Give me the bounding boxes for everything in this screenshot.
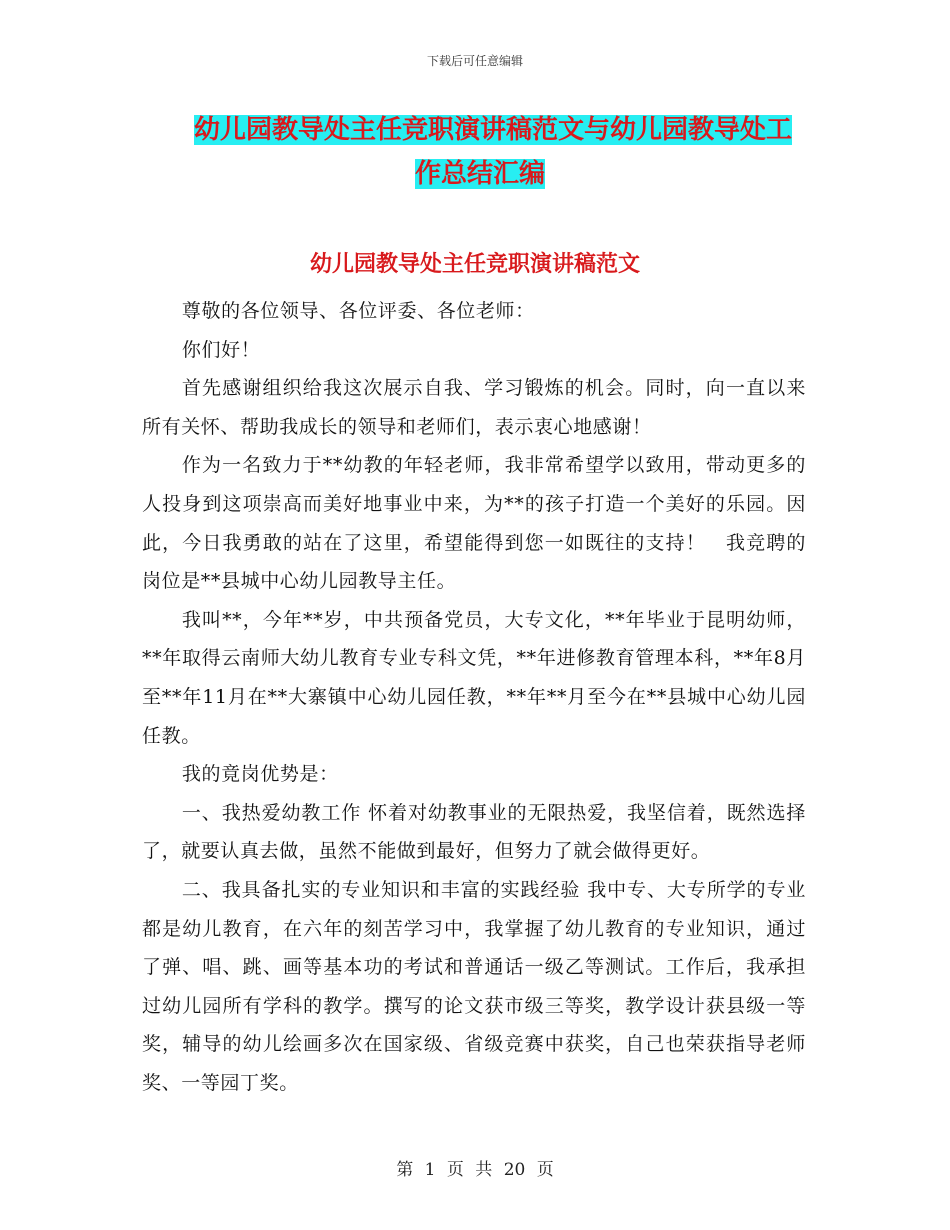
- document-title: [140, 108, 810, 196]
- paragraph: 首先感谢组织给我这次展示自我、学习锻炼的机会。同时，向一直以来所有关怀、帮助我成长的领导和老师们，表示衷心地感谢！: [142, 377, 806, 438]
- paragraph: 一、我热爱幼教工作 怀着对幼教事业的无限热爱，我坚信着，既然选择了，就要认真去做，虽然不能做到最好，但努力了就会做得更好。: [142, 801, 806, 863]
- title-line-1: 幼儿园教导处主任竞职演讲稿范文与幼儿园教导处工: [194, 115, 793, 145]
- section-subtitle: 幼儿园教导处主任竞职演讲稿范文: [309, 252, 640, 277]
- paragraph: 我的竟岗优势是：: [181, 763, 339, 786]
- paragraph: 二、我具备扎实的专业知识和丰富的实践经验 我中专、大专所学的专业都是幼儿教育，在六年的刻苦学习中，我掌握了幼儿教育的专业知识，通过了弹、唱、跳、画等基本功的考试和普通话一级乙等测试。工作后，我承担过幼儿园所有学科的教学。撰写的论文获市级三等奖，教学设计获县级一等奖，辅导的幼儿绘画多次在国家级、省级竞赛中获奖，自己也荣获指导老师奖、一等园丁奖。: [142, 878, 806, 1094]
- body-text: [142, 292, 806, 1102]
- paragraph: 我叫**，今年**岁，中共预备党员，大专文化，**年毕业于昆明幼师，**年取得云南师大幼儿教育专业专科文凭，**年进修教育管理本科，**年8月至**年11月在**大寨镇中心幼儿园任教，**年**月至今在**县城中心幼儿园任教。: [142, 608, 806, 747]
- paragraph: 作为一名致力于**幼教的年轻老师，我非常希望学以致用，带动更多的人投身到这项崇高而美好地事业中来，为**的孩子打造一个美好的乐园。因此，今日我勇敢的站在了这里，希望能得到您一如既往的支持！ 我竞聘的岗位是**县城中心幼儿园教导主任。: [142, 454, 806, 593]
- title-line-2: 作总结汇编: [414, 159, 545, 189]
- page-number: 第 1 页 共 20 页: [396, 1160, 554, 1180]
- paragraph: 你们好！: [181, 338, 261, 361]
- page-header-note: 下载后可任意编辑: [426, 54, 523, 68]
- paragraph: 尊敬的各位领导、各位评委、各位老师：: [181, 300, 535, 322]
